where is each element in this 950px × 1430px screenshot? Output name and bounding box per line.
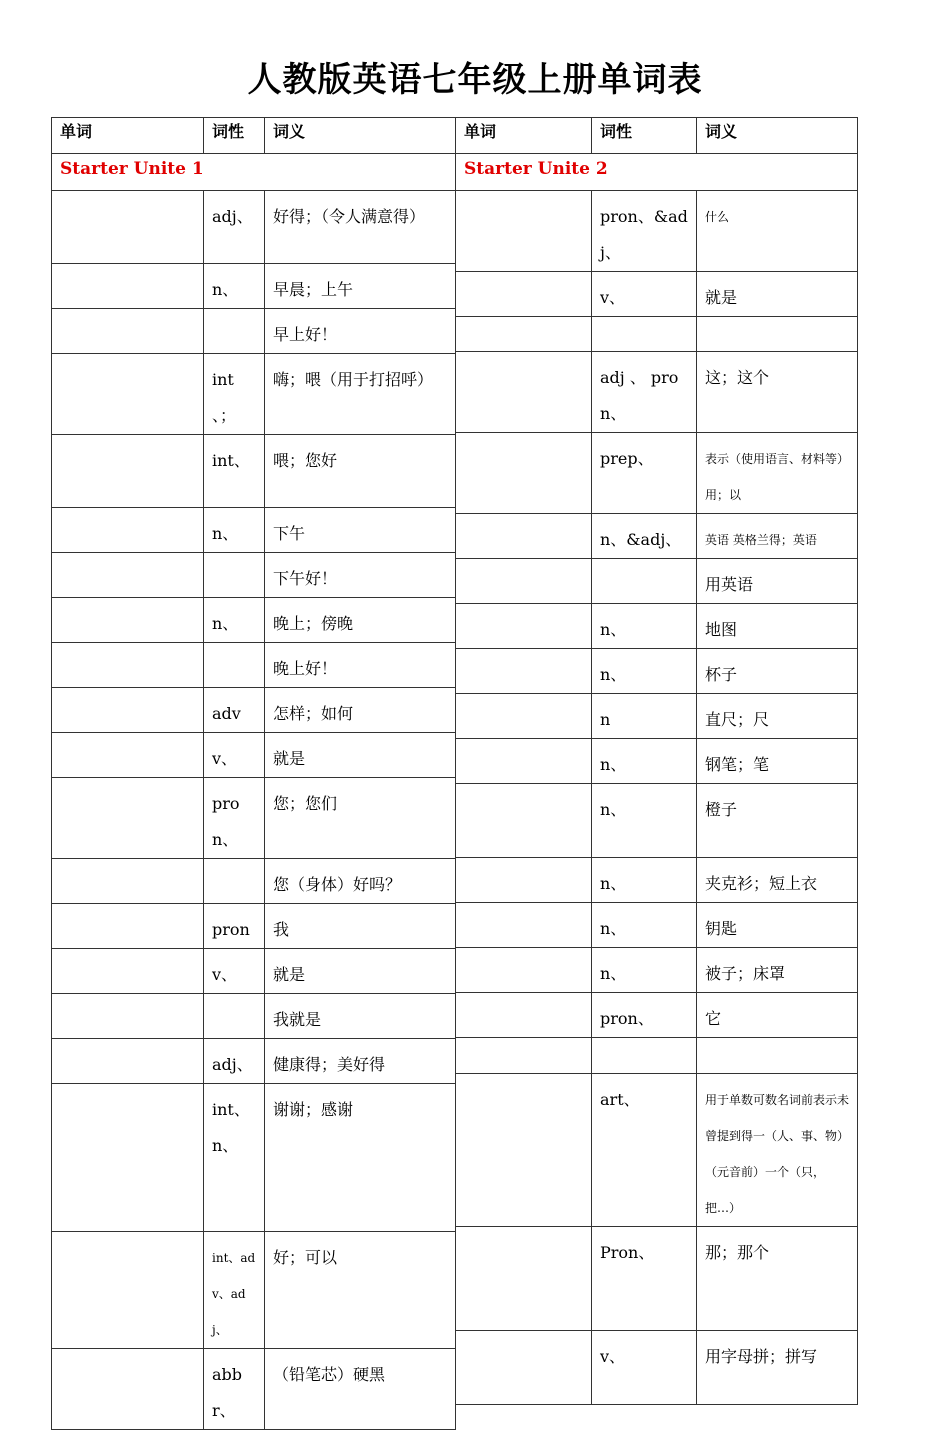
word-cell: [52, 309, 204, 354]
table-row: [52, 859, 456, 904]
word-cell: [456, 948, 592, 993]
table-row: [456, 993, 858, 1038]
word-cell: [52, 949, 204, 994]
pos-cell: adj、: [204, 191, 265, 264]
pos-cell: adv: [204, 688, 265, 733]
pos-cell: v、: [592, 1331, 697, 1405]
word-cell: [456, 317, 592, 352]
table-row: [52, 688, 456, 733]
word-cell: [456, 649, 592, 694]
table-row: [456, 514, 858, 559]
meaning-cell: 地图: [697, 604, 858, 649]
word-cell: [456, 604, 592, 649]
unit-title: Starter Unite 1: [52, 154, 456, 191]
pos-cell: n、: [204, 508, 265, 553]
pos-cell: int、 n、: [204, 1084, 265, 1232]
table-row: [456, 191, 858, 272]
unit-title: Starter Unite 2: [456, 154, 858, 191]
word-cell: [456, 1331, 592, 1405]
meaning-cell: 喂；您好: [265, 435, 456, 508]
meaning-cell: [697, 1038, 858, 1074]
pos-cell: adj、: [204, 1039, 265, 1084]
table-row: [456, 903, 858, 948]
meaning-cell: 用英语: [697, 559, 858, 604]
table-row: [52, 354, 456, 435]
word-cell: [52, 859, 204, 904]
table-row: [52, 949, 456, 994]
word-cell: [456, 903, 592, 948]
word-cell: [456, 858, 592, 903]
unit-row: [52, 154, 456, 191]
pos-cell: n、: [204, 264, 265, 309]
pos-cell: pron: [204, 904, 265, 949]
table-row: [52, 598, 456, 643]
table-row: [456, 739, 858, 784]
meaning-cell: 夹克衫；短上衣: [697, 858, 858, 903]
unit-row: [456, 154, 858, 191]
pos-cell: [204, 309, 265, 354]
meaning-cell: （铅笔芯）硬黑: [265, 1349, 456, 1430]
vocab-table-right: [455, 117, 858, 1405]
word-cell: [456, 559, 592, 604]
word-cell: [456, 739, 592, 784]
pos-cell: pron、: [592, 993, 697, 1038]
word-cell: [52, 1349, 204, 1430]
header-pos: 词性: [592, 118, 697, 154]
header-pos: 词性: [204, 118, 265, 154]
right-rows: [456, 191, 858, 1405]
pos-cell: [204, 994, 265, 1039]
word-cell: [456, 272, 592, 317]
meaning-cell: 被子；床罩: [697, 948, 858, 993]
table-row: [456, 1331, 858, 1405]
meaning-cell: 钢笔；笔: [697, 739, 858, 784]
meaning-cell: 好；可以: [265, 1232, 456, 1349]
word-cell: [52, 264, 204, 309]
table-row: [52, 508, 456, 553]
meaning-cell: 早上好！: [265, 309, 456, 354]
word-cell: [456, 1074, 592, 1227]
meaning-cell: 我: [265, 904, 456, 949]
pos-cell: n、: [592, 649, 697, 694]
table-row: [52, 309, 456, 354]
pos-cell: int、: [204, 435, 265, 508]
left-rows: [52, 191, 456, 1430]
pos-cell: n、: [592, 739, 697, 784]
word-cell: [456, 784, 592, 858]
table-row: [456, 784, 858, 858]
pos-cell: [204, 859, 265, 904]
table-row: [456, 649, 858, 694]
word-cell: [52, 1039, 204, 1084]
word-cell: [52, 994, 204, 1039]
meaning-cell: 好得；（令人满意得）: [265, 191, 456, 264]
word-cell: [456, 1227, 592, 1331]
table-row: [456, 604, 858, 649]
word-cell: [456, 694, 592, 739]
table-row: [456, 1038, 858, 1074]
header-word: 单词: [52, 118, 204, 154]
table-header: [456, 118, 858, 154]
word-cell: [52, 435, 204, 508]
pos-cell: Pron、: [592, 1227, 697, 1331]
pos-cell: v、: [204, 733, 265, 778]
meaning-cell: 用于单数可数名词前表示未曾提到得一（人、事、物）（元音前）一个（只，把…）: [697, 1074, 858, 1227]
pos-cell: [592, 1038, 697, 1074]
word-cell: [52, 553, 204, 598]
pos-cell: [204, 643, 265, 688]
word-cell: [456, 352, 592, 433]
meaning-cell: 早晨；上午: [265, 264, 456, 309]
pos-cell: pron、&adj、: [592, 191, 697, 272]
pos-cell: [592, 317, 697, 352]
pos-cell: int、adv、adj、: [204, 1232, 265, 1349]
table-row: [52, 1084, 456, 1232]
table-row: [456, 317, 858, 352]
meaning-cell: 就是: [265, 733, 456, 778]
pos-cell: v、: [204, 949, 265, 994]
pos-cell: abbr、: [204, 1349, 265, 1430]
word-cell: [52, 688, 204, 733]
word-cell: [52, 1084, 204, 1232]
pos-cell: pron、: [204, 778, 265, 859]
pos-cell: n、: [592, 858, 697, 903]
meaning-cell: 直尺；尺: [697, 694, 858, 739]
meaning-cell: 什么: [697, 191, 858, 272]
header-meaning: 词义: [697, 118, 858, 154]
table-row: [456, 858, 858, 903]
word-cell: [52, 354, 204, 435]
meaning-cell: 下午好！: [265, 553, 456, 598]
word-cell: [456, 514, 592, 559]
table-row: [52, 1232, 456, 1349]
word-cell: [456, 433, 592, 514]
table-header: [52, 118, 456, 154]
pos-cell: n、: [592, 604, 697, 649]
word-cell: [52, 508, 204, 553]
meaning-cell: 杯子: [697, 649, 858, 694]
pos-cell: art、: [592, 1074, 697, 1227]
meaning-cell: 橙子: [697, 784, 858, 858]
meaning-cell: 您（身体）好吗？: [265, 859, 456, 904]
table-row: [456, 433, 858, 514]
pos-cell: [592, 559, 697, 604]
pos-cell: n、: [592, 903, 697, 948]
table-row: [456, 559, 858, 604]
table-row: [52, 553, 456, 598]
table-row: [456, 272, 858, 317]
meaning-cell: 钥匙: [697, 903, 858, 948]
table-row: [52, 264, 456, 309]
pos-cell: prep、: [592, 433, 697, 514]
word-cell: [52, 643, 204, 688]
table-row: [456, 352, 858, 433]
table-row: [52, 733, 456, 778]
pos-cell: v、: [592, 272, 697, 317]
meaning-cell: 它: [697, 993, 858, 1038]
vocab-table-left: [51, 117, 456, 1430]
table-row: [52, 1039, 456, 1084]
table-row: [456, 1227, 858, 1331]
meaning-cell: 晚上；傍晚: [265, 598, 456, 643]
header-meaning: 词义: [265, 118, 456, 154]
pos-cell: n、: [592, 948, 697, 993]
meaning-cell: 嗨；喂（用于打招呼）: [265, 354, 456, 435]
meaning-cell: 那；那个: [697, 1227, 858, 1331]
pos-cell: n、: [592, 784, 697, 858]
meaning-cell: 表示（使用语言、材料等）用；以: [697, 433, 858, 514]
meaning-cell: 就是: [265, 949, 456, 994]
word-cell: [52, 1232, 204, 1349]
table-row: [456, 694, 858, 739]
meaning-cell: 我就是: [265, 994, 456, 1039]
pos-cell: adj 、 pron、: [592, 352, 697, 433]
table-row: [456, 948, 858, 993]
meaning-cell: 用字母拼；拼写: [697, 1331, 858, 1405]
pos-cell: n、&adj、: [592, 514, 697, 559]
meaning-cell: 健康得；美好得: [265, 1039, 456, 1084]
pos-cell: n、: [204, 598, 265, 643]
pos-cell: int 、；: [204, 354, 265, 435]
table-row: [52, 778, 456, 859]
pos-cell: [204, 553, 265, 598]
meaning-cell: 英语 英格兰得；英语: [697, 514, 858, 559]
word-cell: [52, 598, 204, 643]
meaning-cell: 您；您们: [265, 778, 456, 859]
page-title: 人教版英语七年级上册单词表: [247, 60, 703, 100]
pos-cell: n: [592, 694, 697, 739]
meaning-cell: 怎样；如何: [265, 688, 456, 733]
word-cell: [456, 993, 592, 1038]
meaning-cell: [697, 317, 858, 352]
table-row: [456, 1074, 858, 1227]
meaning-cell: 谢谢；感谢: [265, 1084, 456, 1232]
word-cell: [52, 778, 204, 859]
table-row: [52, 643, 456, 688]
meaning-cell: 下午: [265, 508, 456, 553]
table-row: [52, 435, 456, 508]
table-row: [52, 1349, 456, 1430]
table-row: [52, 191, 456, 264]
word-cell: [52, 904, 204, 949]
table-row: [52, 994, 456, 1039]
header-word: 单词: [456, 118, 592, 154]
meaning-cell: 就是: [697, 272, 858, 317]
meaning-cell: 这；这个: [697, 352, 858, 433]
meaning-cell: 晚上好！: [265, 643, 456, 688]
word-cell: [456, 191, 592, 272]
table-row: [52, 904, 456, 949]
word-cell: [52, 733, 204, 778]
word-cell: [456, 1038, 592, 1074]
word-cell: [52, 191, 204, 264]
